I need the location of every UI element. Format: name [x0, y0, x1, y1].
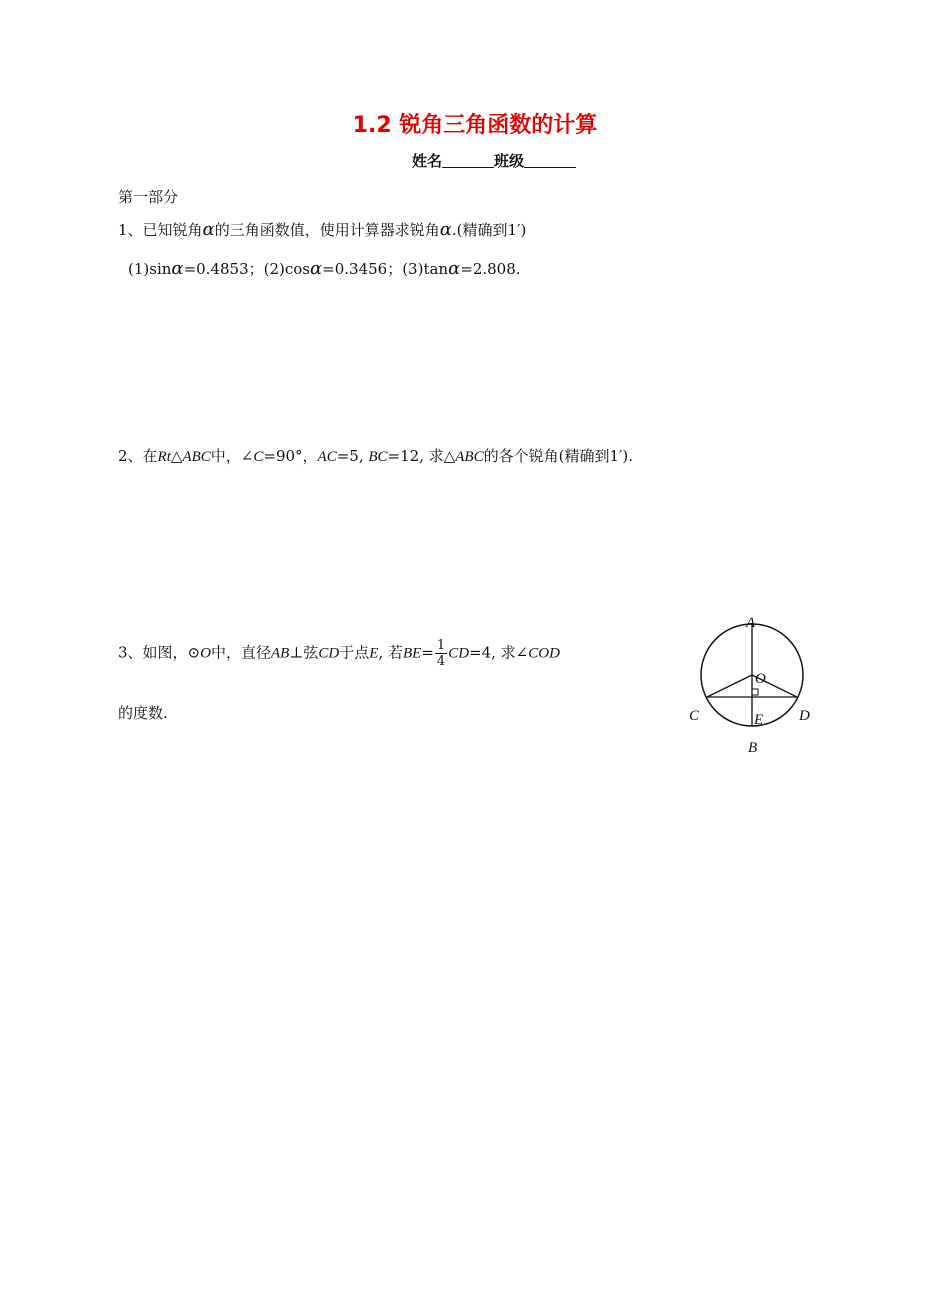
- fraction-numerator: 1: [436, 638, 446, 653]
- q3-ab: AB: [270, 645, 290, 662]
- q1-text-b: 的三角函数值，使用计算器求锐角: [214, 221, 440, 239]
- question-3-line-2: 的度数.: [118, 704, 168, 722]
- label-b: B: [748, 740, 758, 756]
- q3-eq: =: [421, 643, 434, 662]
- q2-b: 中，∠: [210, 447, 254, 465]
- q2-f: 的各个锐角(精确到1′).: [483, 447, 634, 465]
- q3-e: , 若: [378, 643, 403, 662]
- q2-ac: AC: [317, 449, 337, 465]
- label-e: E: [754, 712, 764, 728]
- question-3: [118, 638, 560, 669]
- label-o: O: [755, 671, 766, 687]
- q2-e: =12, 求△: [387, 447, 456, 465]
- q2-a: 2、在: [118, 447, 158, 465]
- q1-text-c: .(精确到1′): [451, 221, 527, 239]
- name-class-line: [412, 150, 576, 171]
- q1-text-a: 1、已知锐角: [118, 221, 203, 239]
- q3-cd: CD: [318, 645, 340, 662]
- question-2: [118, 445, 633, 466]
- q2-rt: Rt: [157, 449, 171, 465]
- q3-be: BE: [403, 645, 422, 662]
- q3-e-var: E: [369, 645, 379, 662]
- q2-c-var: C: [253, 449, 264, 465]
- alpha-symbol: α: [310, 258, 323, 279]
- q3-c: ⊥弦: [289, 643, 319, 662]
- q3-f: =4, 求∠: [469, 643, 529, 662]
- question-1-parts: [128, 258, 521, 279]
- q1-part-4: =2.808.: [460, 260, 521, 278]
- fraction-one-quarter: [435, 638, 447, 669]
- circle-figure: [680, 610, 830, 760]
- class-blank[interactable]: [524, 153, 576, 168]
- q3-o: O: [200, 645, 211, 662]
- alpha-symbol: α: [202, 219, 215, 240]
- q1-part-3: =0.3456；(3)tan: [322, 260, 449, 278]
- q2-abc-2: ABC: [455, 449, 484, 465]
- alpha-symbol: α: [448, 258, 461, 279]
- name-label: 姓名: [412, 152, 443, 170]
- name-blank[interactable]: [442, 153, 494, 168]
- triangle-symbol: △: [170, 447, 183, 465]
- class-label: 班级: [494, 152, 525, 170]
- q2-abc: ABC: [182, 449, 211, 465]
- fraction-denominator: 4: [436, 654, 446, 669]
- q3-b: 中，直径: [210, 643, 271, 662]
- q1-part-1: (1)sin: [128, 260, 172, 278]
- question-1: [118, 219, 526, 240]
- segment-oc: [707, 675, 752, 697]
- q2-d: =5,: [336, 447, 369, 465]
- label-d: D: [799, 708, 810, 724]
- section-label: 第一部分: [118, 188, 179, 206]
- label-c: C: [689, 708, 700, 724]
- document-title: 1.2 锐角三角函数的计算: [352, 113, 598, 138]
- alpha-symbol: α: [439, 219, 452, 240]
- q1-part-2: =0.4853；(2)cos: [183, 260, 310, 278]
- q3-a: 3、如图，⊙: [118, 643, 201, 662]
- alpha-symbol: α: [171, 258, 184, 279]
- q2-c: =90°，: [263, 447, 318, 465]
- q3-cod: COD: [528, 645, 560, 662]
- q3-cd-2: CD: [448, 645, 470, 662]
- q3-d: 于点: [339, 643, 370, 662]
- label-a: A: [746, 615, 756, 631]
- q2-bc: BC: [368, 449, 388, 465]
- right-angle-mark: [752, 689, 758, 695]
